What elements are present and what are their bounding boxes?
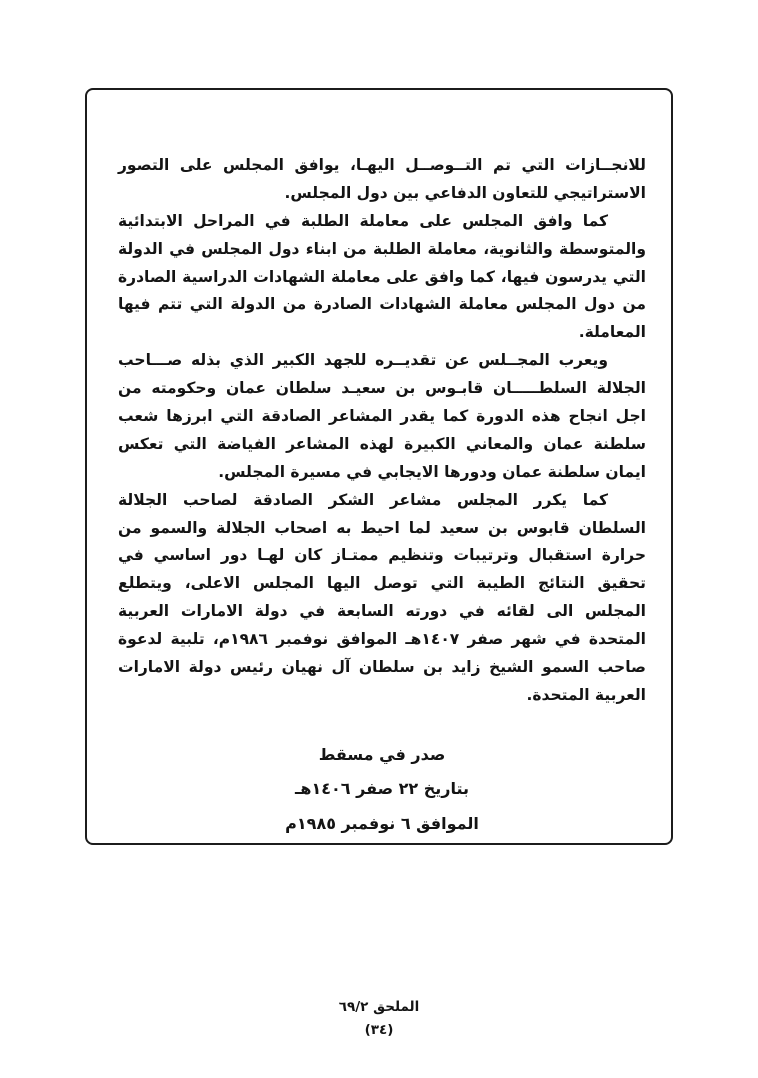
paragraph-students-treatment: كما وافق المجلس على معاملة الطلبة في المراحل الابتدائية والمتوسطة والثانوية، معاملة الطلبة من ابناء دول المجلس في الدولة التي يدرسون فيها، كما وافق على معاملة الشهادات الدراسية الصادرة من دول المجلس معاملة الشهادات الصادرة من الدولة التي تتم فيها المعاملة. [118, 211, 646, 342]
paragraph-gratitude-sultan: ويعرب المجــلس عن تقديــره للجهد الكبير الذي بذله صـــاحب الجلالة السلطـــــان قابـوس بن سعيـد سلطان عمان وحكومته من اجل انجاح هذه الدورة كما يقدر المشاعر الصادقة التي ابرزها شعب سلطنة عمان والمعاني الكبيرة لهذه المشاعر الفياضة التي تعكس ايمان سلطنة عمان ودورها الايجابي في مسيرة المجلس. [118, 351, 646, 481]
signature-date-hijri: بتاريخ ٢٢ صفر ١٤٠٦هـ [294, 779, 470, 799]
signature-place: صدر في مسقط [318, 744, 446, 764]
signature-block [118, 738, 646, 841]
signature-date-gregorian: الموافق ٦ نوفمبر ١٩٨٥م [285, 813, 479, 833]
page-footer [0, 996, 758, 1042]
paragraph-thanks-next-session: كما يكرر المجلس مشاعر الشكر الصادقة لصاحب الجلالة السلطان قابوس بن سعيد لما احيط به اصحاب الجلالة والسمو من حرارة استقبال وترتيبات وتنظيم ممتـاز كان لهـا دور اساسي في تحقيق النتائج الطيبة التي توصل اليها المجلس الاعلى، ويتطلع المجلس الى لقائه في دورته السابعة في دولة الامارات العربية المتحدة في شهر صفر ١٤٠٧هـ الموافق نوفمبر ١٩٨٦م، تلبية لدعوة صاحب السمو الشيخ زايد بن سلطان آل نهيان رئيس دولة الامارات العربية المتحدة. [118, 490, 646, 704]
paragraph-continuation: للانجــازات التي تم التــوصــل اليهـا، يوافق المجلس على التصور الاستراتيجي للتعاون الدفاعي بين دول المجلس. [118, 156, 646, 202]
page-number: (٣٤) [364, 1021, 394, 1038]
annex-label: الملحق ٦٩/٢ [338, 999, 420, 1015]
document-text [118, 152, 646, 841]
